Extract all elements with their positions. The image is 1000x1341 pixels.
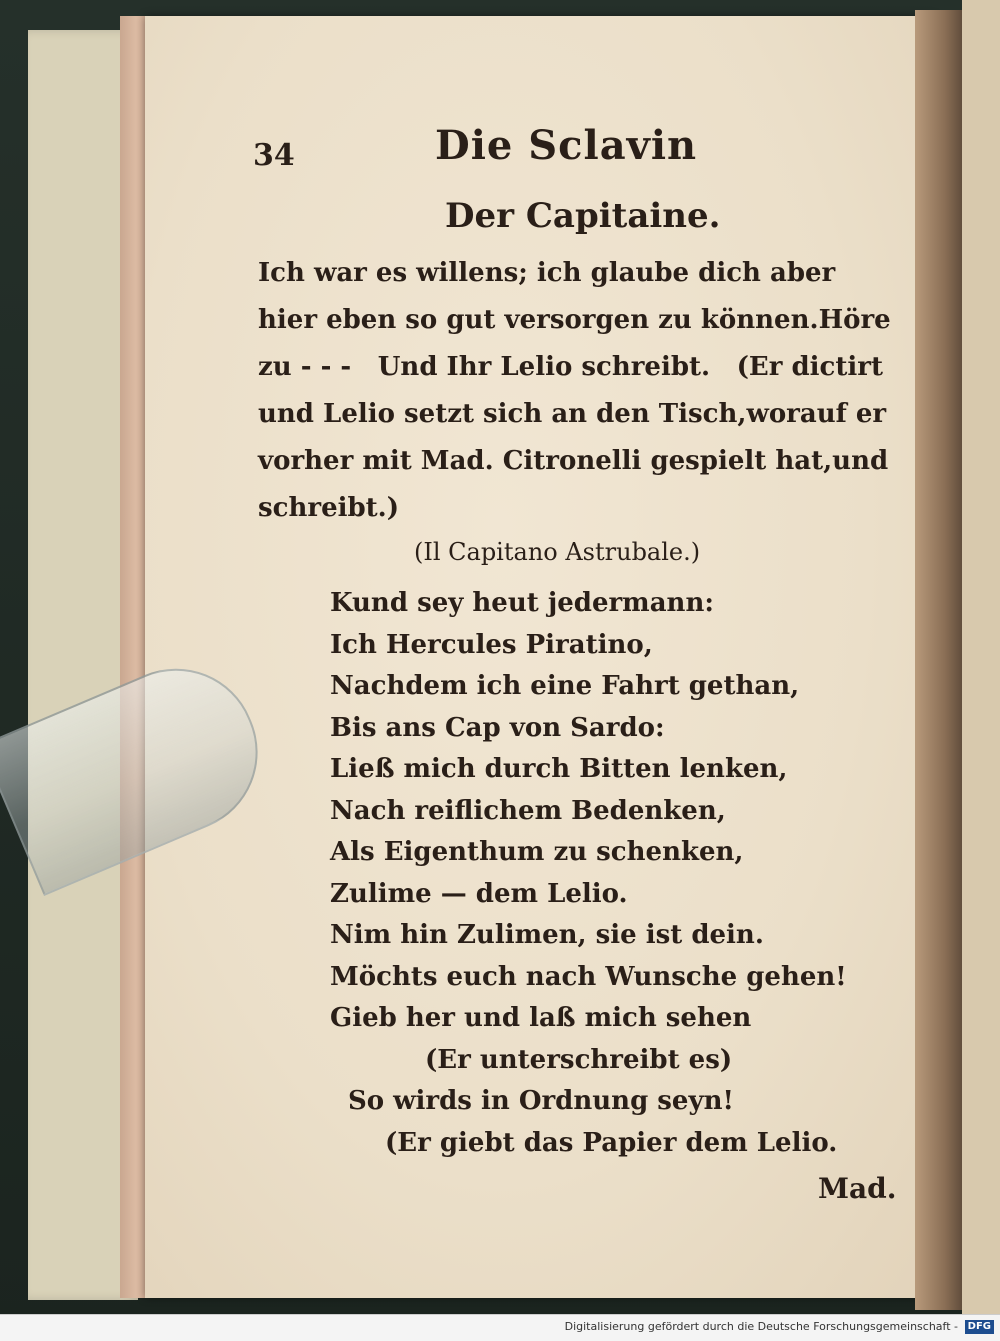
prose-line xyxy=(258,438,889,485)
running-title: Die Sclavin xyxy=(435,122,698,169)
poem-line: Gieb her und laß mich sehen xyxy=(330,1003,752,1033)
poem-line: Als Eigenthum zu schenken, xyxy=(330,837,744,867)
poem xyxy=(330,583,847,1164)
poem-line: Nim hin Zulimen, sie ist dein. xyxy=(330,920,764,950)
poem-line: Ich Hercules Piratino, xyxy=(330,629,653,660)
poem-line: Zulime — dem Lelio. xyxy=(330,878,628,909)
next-page-edge xyxy=(962,0,1000,1315)
prose-segment: schreibt.) xyxy=(258,493,400,523)
poem-heading: (Il Capitano Astrubale.) xyxy=(414,538,701,566)
poem-line: Kund sey heut jedermann: xyxy=(330,588,714,618)
speaker-heading: Der Capitaine. xyxy=(445,196,721,236)
footer-bar xyxy=(0,1314,1000,1341)
prose-segment: (Er dictirt xyxy=(736,352,883,382)
prose-line xyxy=(258,250,883,297)
prose-segment: Und Ihr Lelio schreibt. xyxy=(377,352,711,382)
funding-credit: Digitalisierung gefördert durch die Deutsche Forschungsgemeinschaft - xyxy=(564,1320,958,1333)
stage-direction: (Er unterschreibt es) xyxy=(425,1044,733,1075)
catchword: Mad. xyxy=(818,1172,897,1205)
prose-segment: zu - - - xyxy=(258,352,352,382)
prose-segment: hier eben so gut versorgen zu können. xyxy=(258,305,819,335)
prose-line xyxy=(258,391,887,438)
poem-line: Bis ans Cap von Sardo: xyxy=(330,712,665,743)
prose-segment: vorher mit Mad. Citronelli gespielt hat, xyxy=(258,446,833,476)
poem-line: Nach reiflichem Bedenken, xyxy=(330,795,726,826)
page-number: 34 xyxy=(253,138,295,173)
poem-line: So wirds in Ordnung seyn! xyxy=(348,1086,734,1116)
book-gutter xyxy=(915,10,965,1310)
prose-line xyxy=(258,297,891,344)
prose-line xyxy=(258,344,883,391)
dfg-logo: DFG xyxy=(965,1320,994,1334)
prose-segment: Höre xyxy=(818,305,891,335)
prose-segment: worauf er xyxy=(746,399,887,429)
prose-line xyxy=(258,485,883,532)
prose-segment: und xyxy=(832,446,889,476)
prose-segment: Ich war es willens; ich glaube dich aber xyxy=(258,258,836,288)
stage-direction: (Er giebt das Papier dem Lelio. xyxy=(385,1127,838,1158)
poem-line: Ließ mich durch Bitten lenken, xyxy=(330,754,788,784)
poem-line: Nachdem ich eine Fahrt gethan, xyxy=(330,671,800,701)
prose-segment: und Lelio setzt sich an den Tisch, xyxy=(258,399,747,429)
prose-paragraph xyxy=(258,250,891,532)
poem-line: Möchts euch nach Wunsche gehen! xyxy=(330,961,847,992)
